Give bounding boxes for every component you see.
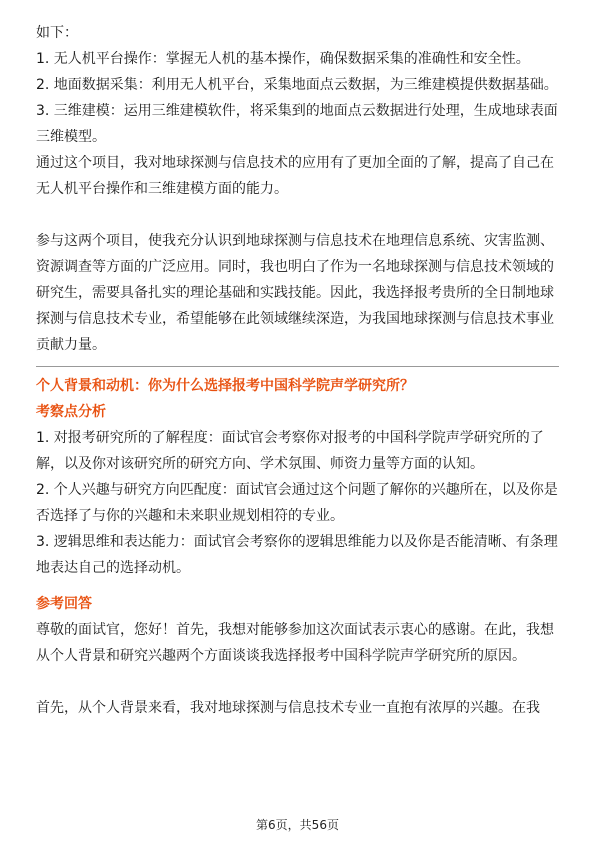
answer-paragraph: 尊敬的面试官，您好！首先，我想对能够参加这次面试表示衷心的感谢。在此，我想从个人背景和研究兴趣两个方面谈谈我选择报考中国科学院声学研究所的原因。 — [36, 622, 554, 664]
list-item: 3. 三维建模：运用三维建模软件，将采集到的地面点云数据进行处理，生成地球表面三维模型。 — [36, 103, 558, 145]
intro-text: 如下： — [36, 25, 78, 41]
spacer — [36, 202, 559, 228]
section-divider — [36, 366, 559, 367]
list-item: 2. 地面数据采集：利用无人机平台，采集地面点云数据，为三维建模提供数据基础。 — [36, 77, 558, 93]
analysis-heading: 考察点分析 — [36, 404, 106, 420]
answer-heading: 参考回答 — [36, 596, 92, 612]
analysis-item: 1. 对报考研究所的了解程度：面试官会考察你对报考的中国科学院声学研究所的了解，以及你对该研究所的研究方向、学术氛围、师资力量等方面的认知。 — [36, 430, 544, 472]
summary-paragraph: 通过这个项目，我对地球探测与信息技术的应用有了更加全面的了解，提高了自己在无人机平台操作和三维建模方面的能力。 — [36, 155, 554, 197]
answer-paragraph: 首先，从个人背景来看，我对地球探测与信息技术专业一直抱有浓厚的兴趣。在我 — [36, 700, 540, 716]
list-item: 1. 无人机平台操作：掌握无人机的基本操作，确保数据采集的准确性和安全性。 — [36, 51, 530, 67]
analysis-item: 2. 个人兴趣与研究方向匹配度：面试官会通过这个问题了解你的兴趣所在，以及你是否选择了与你的兴趣和未来职业规划相符的专业。 — [36, 482, 558, 524]
analysis-item: 3. 逻辑思维和表达能力：面试官会考察你的逻辑思维能力以及你是否能清晰、有条理地表达自己的选择动机。 — [36, 534, 558, 576]
question-title: 个人背景和动机：你为什么选择报考中国科学院声学研究所？ — [36, 378, 414, 394]
conclusion-paragraph: 参与这两个项目，使我充分认识到地球探测与信息技术在地理信息系统、灾害监测、资源调查等方面的广泛应用。同时，我也明白了作为一名地球探测与信息技术领域的研究生，需要具备扎实的理论基础和实践技能。因此，我选择报考贵所的全日制地球探测与信息技术专业，希望能够在此领域继续深造，为我国地球探测与信息技术事业贡献力量。 — [36, 233, 554, 353]
spacer — [36, 669, 559, 695]
page-content — [36, 20, 559, 721]
page-number: 第6页，共56页 — [256, 818, 339, 832]
spacer — [36, 581, 559, 591]
